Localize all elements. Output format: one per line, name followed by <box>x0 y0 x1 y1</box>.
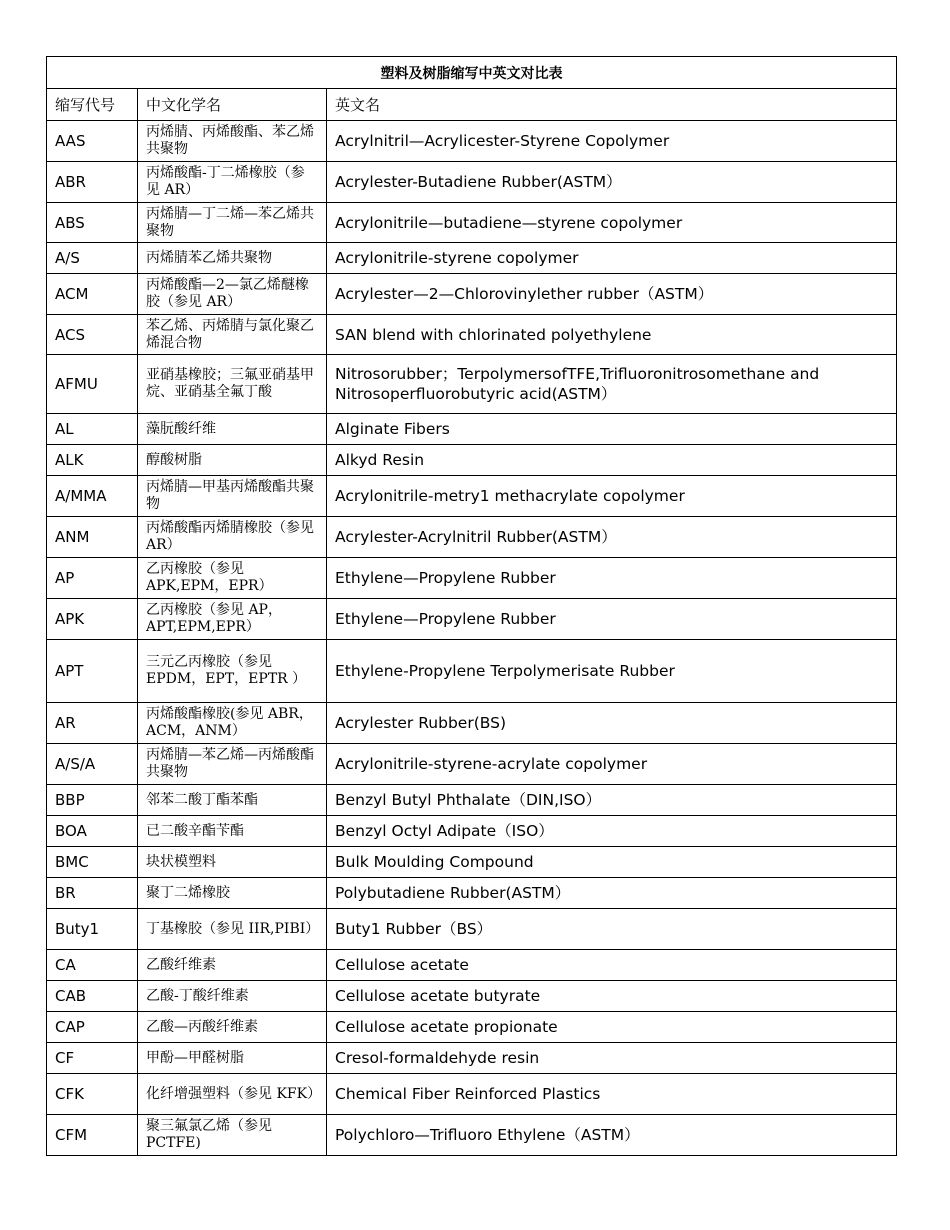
table-row <box>47 243 897 274</box>
header-cn: 中文化学名 <box>138 89 327 121</box>
abbr-cell: BMC <box>47 847 138 878</box>
en-name-cell: Alginate Fibers <box>327 414 897 445</box>
table-row <box>47 981 897 1012</box>
en-name-cell: Polychloro—Trifluoro Ethylene（ASTM） <box>327 1115 897 1156</box>
table-row <box>47 847 897 878</box>
cn-name-cell: 丙烯酸酯橡胶(参见 ABR，ACM，ANM） <box>138 703 327 744</box>
table-row <box>47 640 897 703</box>
abbr-cell: AFMU <box>47 355 138 414</box>
en-name-cell: Acrylnitril—Acrylicester-Styrene Copolymer <box>327 121 897 162</box>
en-name-cell: Benzyl Octyl Adipate（ISO） <box>327 816 897 847</box>
cn-name-cell: 醇酸树脂 <box>138 445 327 476</box>
abbr-cell: APT <box>47 640 138 703</box>
en-name-cell: Cellulose acetate butyrate <box>327 981 897 1012</box>
abbr-cell: CFK <box>47 1074 138 1115</box>
table-row <box>47 1043 897 1074</box>
en-name-cell: Acrylester—2—Chlorovinylether rubber（ASTM） <box>327 274 897 315</box>
abbr-cell: ACM <box>47 274 138 315</box>
header-abbr: 缩写代号 <box>47 89 138 121</box>
abbr-cell: CAB <box>47 981 138 1012</box>
cn-name-cell: 丙烯酸酯丙烯腈橡胶（参见 AR） <box>138 517 327 558</box>
cn-name-cell: 丙烯腈、丙烯酸酯、苯乙烯共聚物 <box>138 121 327 162</box>
cn-name-cell: 丙烯腈—苯乙烯—丙烯酸酯共聚物 <box>138 744 327 785</box>
en-name-cell: Chemical Fiber Reinforced Plastics <box>327 1074 897 1115</box>
en-name-cell: Acrylonitrile-metry1 methacrylate copolymer <box>327 476 897 517</box>
cn-name-cell: 块状模塑料 <box>138 847 327 878</box>
table-row <box>47 1115 897 1156</box>
cn-name-cell: 已二酸辛酯苄酯 <box>138 816 327 847</box>
en-name-cell: Buty1 Rubber（BS） <box>327 909 897 950</box>
abbr-cell: CF <box>47 1043 138 1074</box>
cn-name-cell: 丙烯酸酯—2—氯乙烯醚橡胶（参见 AR） <box>138 274 327 315</box>
cn-name-cell: 亚硝基橡胶；三氟亚硝基甲烷、亚硝基全氟丁酸 <box>138 355 327 414</box>
table-row <box>47 909 897 950</box>
cn-name-cell: 丙烯腈—甲基丙烯酸酯共聚物 <box>138 476 327 517</box>
en-name-cell: Ethylene—Propylene Rubber <box>327 599 897 640</box>
abbr-cell: AL <box>47 414 138 445</box>
table-row <box>47 203 897 243</box>
abbr-cell: ACS <box>47 315 138 355</box>
cn-name-cell: 藻朊酸纤维 <box>138 414 327 445</box>
table-row <box>47 785 897 816</box>
cn-name-cell: 丙烯酸酯-丁二烯橡胶（参见 AR） <box>138 162 327 203</box>
table-row <box>47 558 897 599</box>
abbr-cell: BOA <box>47 816 138 847</box>
abbr-cell: CFM <box>47 1115 138 1156</box>
en-name-cell: Ethylene—Propylene Rubber <box>327 558 897 599</box>
table-row <box>47 950 897 981</box>
abbr-cell: APK <box>47 599 138 640</box>
cn-name-cell: 三元乙丙橡胶（参见 EPDM，EPT，EPTR ） <box>138 640 327 703</box>
cn-name-cell: 丁基橡胶（参见 IIR,PIBI） <box>138 909 327 950</box>
cn-name-cell: 乙丙橡胶（参见 AP，APT,EPM,EPR） <box>138 599 327 640</box>
cn-name-cell: 甲酚—甲醛树脂 <box>138 1043 327 1074</box>
abbr-cell: CA <box>47 950 138 981</box>
cn-name-cell: 乙酸纤维素 <box>138 950 327 981</box>
cn-name-cell: 乙酸—丙酸纤维素 <box>138 1012 327 1043</box>
abbr-cell: A/S <box>47 243 138 274</box>
title-row <box>47 57 897 89</box>
en-name-cell: Acrylonitrile-styrene copolymer <box>327 243 897 274</box>
cn-name-cell: 丙烯腈—丁二烯—苯乙烯共聚物 <box>138 203 327 243</box>
table-row <box>47 315 897 355</box>
en-name-cell: Acrylester-Acrylnitril Rubber(ASTM） <box>327 517 897 558</box>
cn-name-cell: 苯乙烯、丙烯腈与氯化聚乙烯混合物 <box>138 315 327 355</box>
abbr-cell: BBP <box>47 785 138 816</box>
en-name-cell: Alkyd Resin <box>327 445 897 476</box>
abbr-cell: AR <box>47 703 138 744</box>
table-row <box>47 355 897 414</box>
cn-name-cell: 丙烯腈苯乙烯共聚物 <box>138 243 327 274</box>
abbr-cell: A/S/A <box>47 744 138 785</box>
table-row <box>47 599 897 640</box>
cn-name-cell: 邻苯二酸丁酯苯酯 <box>138 785 327 816</box>
abbr-cell: ABR <box>47 162 138 203</box>
cn-name-cell: 乙酸-丁酸纤维素 <box>138 981 327 1012</box>
cn-name-cell: 化纤增强塑料（参见 KFK） <box>138 1074 327 1115</box>
table-row <box>47 414 897 445</box>
en-name-cell: SAN blend with chlorinated polyethylene <box>327 315 897 355</box>
abbr-cell: Buty1 <box>47 909 138 950</box>
en-name-cell: Polybutadiene Rubber(ASTM） <box>327 878 897 909</box>
abbr-cell: BR <box>47 878 138 909</box>
en-name-cell: Nitrosorubber；TerpolymersofTFE,Trifluoronitrosomethane and Nitrosoperfluorobutyric acid(ASTM） <box>327 355 897 414</box>
header-row <box>47 89 897 121</box>
en-name-cell: Acrylester-Butadiene Rubber(ASTM） <box>327 162 897 203</box>
en-name-cell: Bulk Moulding Compound <box>327 847 897 878</box>
table-row <box>47 1012 897 1043</box>
en-name-cell: Acrylonitrile—butadiene—styrene copolymer <box>327 203 897 243</box>
table-row <box>47 517 897 558</box>
abbr-cell: A/MMA <box>47 476 138 517</box>
abbreviation-table <box>46 56 897 1156</box>
en-name-cell: Cellulose acetate <box>327 950 897 981</box>
en-name-cell: Acrylonitrile-styrene-acrylate copolymer <box>327 744 897 785</box>
table-title: 塑料及树脂缩写中英文对比表 <box>47 57 897 89</box>
abbr-cell: CAP <box>47 1012 138 1043</box>
table-row <box>47 878 897 909</box>
en-name-cell: Ethylene-Propylene Terpolymerisate Rubber <box>327 640 897 703</box>
table-row <box>47 816 897 847</box>
en-name-cell: Cresol-formaldehyde resin <box>327 1043 897 1074</box>
en-name-cell: Acrylester Rubber(BS) <box>327 703 897 744</box>
table-row <box>47 703 897 744</box>
abbr-cell: ABS <box>47 203 138 243</box>
table-row <box>47 476 897 517</box>
table-row <box>47 445 897 476</box>
cn-name-cell: 聚三氟氯乙烯（参见 PCTFE) <box>138 1115 327 1156</box>
en-name-cell: Cellulose acetate propionate <box>327 1012 897 1043</box>
cn-name-cell: 聚丁二烯橡胶 <box>138 878 327 909</box>
table-row <box>47 162 897 203</box>
abbr-cell: ANM <box>47 517 138 558</box>
abbr-cell: ALK <box>47 445 138 476</box>
header-en: 英文名 <box>327 89 897 121</box>
abbr-cell: AP <box>47 558 138 599</box>
table-row <box>47 274 897 315</box>
table-row <box>47 121 897 162</box>
table-row <box>47 1074 897 1115</box>
cn-name-cell: 乙丙橡胶（参见 APK,EPM，EPR） <box>138 558 327 599</box>
table-row <box>47 744 897 785</box>
en-name-cell: Benzyl Butyl Phthalate（DIN,ISO） <box>327 785 897 816</box>
abbr-cell: AAS <box>47 121 138 162</box>
